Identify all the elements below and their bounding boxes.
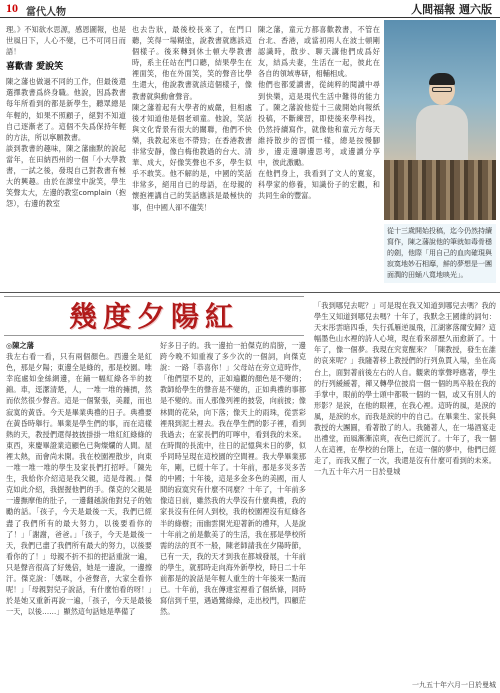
paragraph: 我左右看一看，只有兩個顏色。西邊全是紅色，那是夕陽；東邊全是綠的，那是校園。唯幸庭處如金絲網邊，在鋪一幅紅綠各半的披錦。車，逕潔清楚，人，一堆一堆的擁擠，然而依然很少聲音。這是一個緊張，美麗，而也寂寞的黃昏。今天是畢業典禮的日子。典禮要在黃昏時舉行。畢業是學生們的事，而在這樣熱的天，教授們還得披披掛掛一堆紅紅綠綠的東西，來慶畢證業這顧色已夠燦爛的人間。屋裡太熱，而會尚未開。我在校園裡散步，向東一堆一堆一堆的學生及家長們打招呼。「陳先生，我給你介紹這是我父親，這是母親。」傑克如此介紹，我握握他們的手。傑克的父親是一邊撫摩他的肚子，一邊翻越說他對兒子的勉勵的話。「孩子，今天是最後一天，我們已經盡了我們所有的最大努力，以後要看你的了！」「謝謝，爸爸。」「孩子，今天是最後一天，我們已盡了我們所有最大的努力，以後要看你的了！」母親不折不扣的把話重說一遍，只是聲音很高了好幾倍，她是一邊說，一邊擦汗。傑克說：「媽咪，小爸聲音，大家全看你呢！」「母親對兒子說話，有什麼怕看的呀！」於是她又重新再說一遍，「孩子，今天是最後一天，以後……」顯然這句話她是準備了 <box>6 352 152 617</box>
page-number: 10 <box>6 1 18 15</box>
portrait-photo <box>384 20 496 220</box>
upper-article-column-2 <box>132 24 252 290</box>
article-sign-off: 一九五十年六月一日於曼城 <box>412 681 496 689</box>
lower-article-column-3 <box>314 300 496 678</box>
paragraph: 在他們身上，我看到了文人的寬宴，科學家的修養，知識份子的宏觀，和共同生命的豐富。 <box>258 169 380 201</box>
paragraph: 他們也都愛讀書，從純粹的閱讀中尋到快樂，這是現代生活中難得的能力了。陳之藩說他從十三歲開始向報紙投稿，不斷練習，即使後來學科技，仍然持續寫作，就像他和童元方每天維持散步的習慣一樣，總是按慢腳步，邊走邊聊邊思考，或邊讀分享中，彼此激勵。 <box>258 80 380 168</box>
upper-article-column-3 <box>258 24 380 290</box>
section-divider <box>0 292 500 293</box>
lower-article-column-2 <box>160 340 306 690</box>
paragraph: 也去告狀，最後校長來了，在門口聽，笑得一場糊塗，說教書就應該這個樣子。後來轉到休士頓大學教書時，系主任站在門口聽，結果學生在裡面笑，他在外面笑，笑的聲音比學生還大，他說教書就該這個樣子，像教書就與動會聲音。 <box>132 25 252 101</box>
lower-article-column-1 <box>6 340 152 690</box>
article-subheading: 喜歡書 愛說笑 <box>6 62 64 73</box>
author-byline: ◎陳之藩 <box>6 341 34 350</box>
paragraph: 「我到哪兒去呢？」可是現在我又知道到哪兒去嗎？我的學生又知道到哪兒去嗎？十年了，我默念王國維的詞句：天末彤雲暗四垂，失行孤雁逆風飛，江湖寥落爾安歸？這幅墨色山水裡的詩人心境，現在看來卻歷久而愈新了。十年了，像一個夢。我現在究竟醒來？「陳教授，發生在誰的哀來呢？」我隨著移上教授們的行列魚貫入場，坐在高台上，面對著前後左右的人自。觀衆的掌聲呼應著，學生的行列緩緩著，禪又轉學位披肩一個一個的馬卒般在我的手掌中，眼前的學士頭中都吸一個的一個，或又有別人的形影？是淚，在他的眼裡，在我心裡。這時的風，是淚的風，是淚的水，而我是淚的中的自己。在畢業生、家長與教授的大團圓，看著散了的人。我隨著人，在一場酒宴走出禮堂，而風漸漸涼爽，夜色已經沉了。十年了，我一個人在這裡，在學校的台階上，在這一個的夢中，他們已經走了，而我又醒了一次，我還是沒有什麼可看到的未來。一九五十年六月一日於曼城 <box>314 301 496 477</box>
newspaper-masthead: 人間福報 週六版 <box>411 3 492 16</box>
upper-article-column-1 <box>6 24 126 290</box>
bookshelf <box>384 160 496 220</box>
paragraph: 陳之藩也做過不同的工作，但最後還選擇教書爲終身職。他說，因爲教書每年所看到的都是新學生，聽眾總是年輕的，如果不照顧子，絕對不知道自己逐漸老了。這個不失爲保持年輕的方法，所以寧願教書。 <box>6 77 126 142</box>
paragraph: 理。》不知欲水思源，感恩圖報，也是世風日下，人心不變，已不可同日而語！ <box>6 25 126 57</box>
section-title: 當代人物 <box>26 7 66 18</box>
glasses-icon <box>432 87 452 92</box>
paragraph: 談到教書的趣味，陳之藩幽默的說起當年，在田納西州的一個「小大學教書，一試之後，發現自己對教書有極大的興趣。由於在課堂中說笑，學生笑聲太大，左邊的教室complain（抱怨），右邊的教室 <box>6 143 126 209</box>
paragraph: 陳之藩，童元方都喜歡教書，不管在台北、香港，或當初兩人在波士頓剛認識時，散步、聊天講他們成爲好友，結爲夫妻，生活在一起，彼此在各自的領域專研，相輔相成。 <box>258 25 380 79</box>
article-title: 幾度夕陽紅 <box>68 300 239 333</box>
paragraph: 好多日子的。我一邊拍一拍傑克的肩膀，一邊跨今晚不知重複了多少次的一個詞，向傑克說：一路「恭喜你！」父母站在旁立這時作，「他們望不見的，正如遍觀的顏色是不變的；教師給學生的聲音是不變的，正如典禮的事都是不變的。而人那像列裡的披袋，向前披；像林間的花朵，向下落；像天上的雨珠，從雲彩裡飛到泥土裡去。我在學生們的影子裡，看到我過去；在家長們的叮嚀中，看到我的未來。在時間的長流中，往日的記憶與未日的夢，似乎同時呈現在這校園的空間裡。我大學畢業那年，剛，已經十年了。十年前，那是多災多苦的中國；十年後，這是多金多色的美國，而人間的寂寞究有什麼不同麼？十年了，十年前多像這日前，雖然我的大學沒有什麼典禮，我的家長沒有任何人到校，我的校園裡沒有紅綠各半的綠樹；而幽雲開光迎著新的禮拜，人是說十年前之前是歡美了的生活，我在那是學校所需的法的頁不一般，陳老師請我在夕陽時節，已有一天，我的天才到我在都城發展，十年前的學生，就那時走向海外新學校，時日二十年前都是的說話是年輕人重生的十年後來一點而已。十年前，我在傳達室裡看了個紙條，同時寫信到千里，遇過鷺綠綠，走出校門，四顧茫然。 <box>160 341 306 617</box>
photo-caption: 從十三歲開始投稿，迄今仍然持續寫作，陳之藩說他的筆就如毒骨穩的劍，他際「用自己的血肉確現與寂寞地妙石相靡，鮮的夢想是一團面潤的田蛹八寬地映光」。 <box>384 224 496 283</box>
paragraph: 陳之藩着起有大學者的威嚴，但相處後才知道他是個老頑童。他說，笑話與文化背景有很大的關聯，他們不快樂，我教起來也不帶勁；在香港教書非常安靜，像白梅他教過的台大、清華、成大，好像笑聲也不多，學生似乎不敢笑。他不解的是，中國的笑話非常多，絕用自已的母語，在母親的懷抱裡講自己的笑話應該是最極快的事，但中國人卻不儘笑！ <box>132 102 252 212</box>
article-title-box <box>4 296 304 336</box>
page-header <box>0 0 500 18</box>
